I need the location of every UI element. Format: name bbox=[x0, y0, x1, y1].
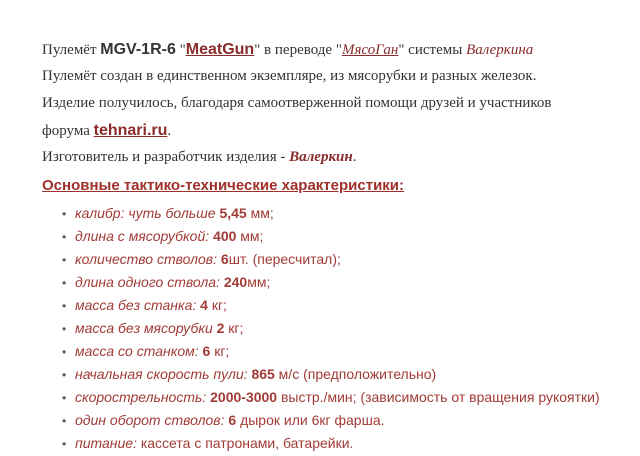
spec-label: масса без мясорубки bbox=[75, 320, 213, 336]
spec-label: масса без станка: bbox=[75, 297, 197, 313]
intro-line-2: Пулемёт создан в единственном экземпляре, из мясорубки и разных железок. bbox=[42, 68, 537, 84]
spec-number: 6 bbox=[202, 343, 211, 359]
specs-list bbox=[42, 202, 630, 455]
spec-label: длина одного ствола: bbox=[75, 274, 220, 290]
spec-label: один оборот стволов: bbox=[75, 412, 225, 428]
bullet-icon: • bbox=[62, 345, 67, 359]
spec-tail: кг; bbox=[224, 320, 244, 336]
intro-line-3: Изделие получилось, благодаря самоотверженной помощи друзей и участников bbox=[42, 95, 552, 111]
spec-item bbox=[62, 340, 630, 363]
spec-number: 5,45 bbox=[219, 205, 247, 221]
specs-heading bbox=[42, 177, 630, 194]
intro-text: " в переводе " bbox=[254, 42, 342, 58]
maker-name: Валеркин bbox=[289, 149, 353, 165]
spec-number: 6 bbox=[220, 251, 229, 267]
spec-number: 4 bbox=[200, 297, 208, 313]
spec-text: кассета с патронами, батарейки. bbox=[136, 435, 354, 451]
spec-label: питание: bbox=[75, 435, 137, 451]
bullet-icon: • bbox=[62, 437, 67, 451]
spec-tail: кг; bbox=[210, 343, 230, 359]
spec-item bbox=[62, 386, 630, 409]
intro-line-5 bbox=[42, 144, 630, 171]
bullet-icon: • bbox=[62, 322, 67, 336]
spec-number: 400 bbox=[213, 228, 237, 244]
spec-item bbox=[62, 294, 630, 317]
spec-item bbox=[62, 225, 630, 248]
spec-label: масса со станком: bbox=[75, 343, 199, 359]
spec-tail: мм; bbox=[247, 274, 271, 290]
spec-tail: м/с (предположительно) bbox=[274, 366, 437, 382]
slang-name: МясоГан bbox=[341, 42, 399, 58]
bullet-icon: • bbox=[62, 253, 67, 267]
spec-tail: шт. (пересчитал); bbox=[228, 251, 341, 267]
gun-name: MeatGun bbox=[185, 41, 255, 58]
intro-line-1 bbox=[42, 36, 630, 63]
bullet-icon: • bbox=[62, 391, 67, 405]
spec-label: количество стволов: bbox=[75, 251, 218, 267]
bullet-icon: • bbox=[62, 230, 67, 244]
spec-tail: кг; bbox=[207, 297, 227, 313]
spec-item bbox=[62, 363, 630, 386]
spec-item bbox=[62, 317, 630, 340]
spec-label: калибр: bbox=[75, 205, 125, 221]
spec-tail: выстр./мин; (зависимость от вращения рукоятки) bbox=[277, 389, 600, 405]
intro-text: форума bbox=[42, 123, 94, 139]
spec-text: чуть больше bbox=[124, 205, 220, 221]
spec-label: начальная скорость пули: bbox=[75, 366, 248, 382]
intro-line-4 bbox=[42, 117, 630, 144]
intro-text: . bbox=[352, 149, 357, 165]
intro-text: " bbox=[175, 42, 186, 58]
intro-text: " системы bbox=[398, 42, 467, 58]
spec-number: 865 bbox=[251, 366, 275, 382]
bullet-icon: • bbox=[62, 299, 67, 313]
model-code: MGV-1R-6 bbox=[100, 41, 176, 58]
bullet-icon: • bbox=[62, 276, 67, 290]
spec-item bbox=[62, 271, 630, 294]
intro-text: . bbox=[167, 123, 172, 139]
spec-item bbox=[62, 202, 630, 225]
spec-number: 6 bbox=[228, 412, 237, 428]
spec-label: длина с мясорубкой: bbox=[75, 228, 210, 244]
intro-text: Изготовитель и разработчик изделия - bbox=[42, 149, 290, 165]
spec-label: скорострельность: bbox=[75, 389, 207, 405]
spec-number: 240 bbox=[223, 274, 248, 290]
article bbox=[42, 36, 630, 455]
specs-heading-text: Основные тактико-технические характеристики bbox=[42, 177, 400, 194]
intro-text: Пулемёт bbox=[42, 42, 101, 58]
specs-heading-colon: : bbox=[399, 177, 405, 194]
bullet-icon: • bbox=[62, 414, 67, 428]
spec-item bbox=[62, 432, 630, 455]
spec-number: 2 bbox=[216, 320, 225, 336]
author-name: Валеркина bbox=[466, 42, 534, 58]
spec-item bbox=[62, 248, 630, 271]
spec-tail: мм; bbox=[246, 205, 274, 221]
bullet-icon: • bbox=[62, 207, 67, 221]
spec-tail: дырок или 6кг фарша. bbox=[236, 412, 385, 428]
forum-link[interactable]: tehnari.ru bbox=[93, 122, 168, 139]
bullet-icon: • bbox=[62, 368, 67, 382]
spec-tail: мм; bbox=[236, 228, 264, 244]
spec-item bbox=[62, 409, 630, 432]
spec-number: 2000-3000 bbox=[210, 389, 278, 405]
